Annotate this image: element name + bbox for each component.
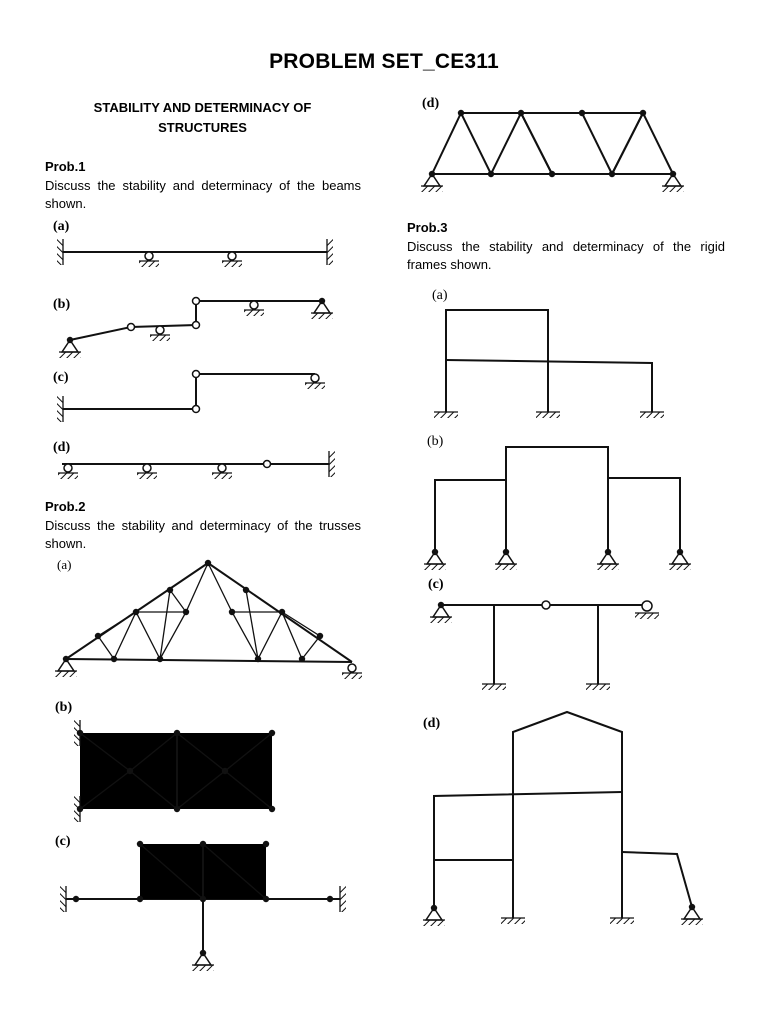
prob2-text: Discuss the stability and determinacy of the trusses shown. [45, 518, 361, 551]
prob2-label-b: (b) [55, 700, 73, 715]
prob3-text: Discuss the stability and determinacy of the rigid frames shown. [407, 239, 725, 272]
prob3-label-b: (b) [427, 434, 444, 449]
truss-b [74, 720, 275, 822]
prob1-heading: Prob.1 [45, 159, 86, 174]
prob3-label-a: (a) [432, 288, 448, 303]
truss-a [55, 560, 362, 679]
beam-d [58, 451, 335, 479]
prob3-label-d: (d) [423, 716, 441, 731]
prob2-label-c: (c) [55, 834, 71, 849]
frame-b [424, 447, 691, 570]
prob2-heading: Prob.2 [45, 499, 86, 514]
prob1-label-d: (d) [53, 440, 71, 455]
prob3-heading: Prob.3 [407, 220, 448, 235]
truss-d [421, 110, 684, 192]
prob3-label-c: (c) [428, 577, 444, 592]
prob1-label-c: (c) [53, 370, 69, 385]
beam-b [59, 298, 333, 359]
prob1-label-b: (b) [53, 297, 71, 312]
frame-d [423, 712, 703, 926]
prob2-label-d: (d) [422, 96, 440, 111]
beam-a [57, 239, 333, 267]
frame-c [430, 601, 659, 690]
page-title: PROBLEM SET_CE311 [269, 50, 499, 73]
prob1-text: Discuss the stability and determinacy of the beams shown. [45, 178, 361, 211]
truss-c [60, 841, 346, 971]
prob1-label-a: (a) [53, 219, 70, 234]
section-subtitle: STABILITY AND DETERMINACY OF STRUCTURES [93, 100, 312, 135]
beam-c [57, 371, 325, 423]
frame-a [434, 310, 664, 418]
prob2-label-a: (a) [57, 557, 72, 572]
